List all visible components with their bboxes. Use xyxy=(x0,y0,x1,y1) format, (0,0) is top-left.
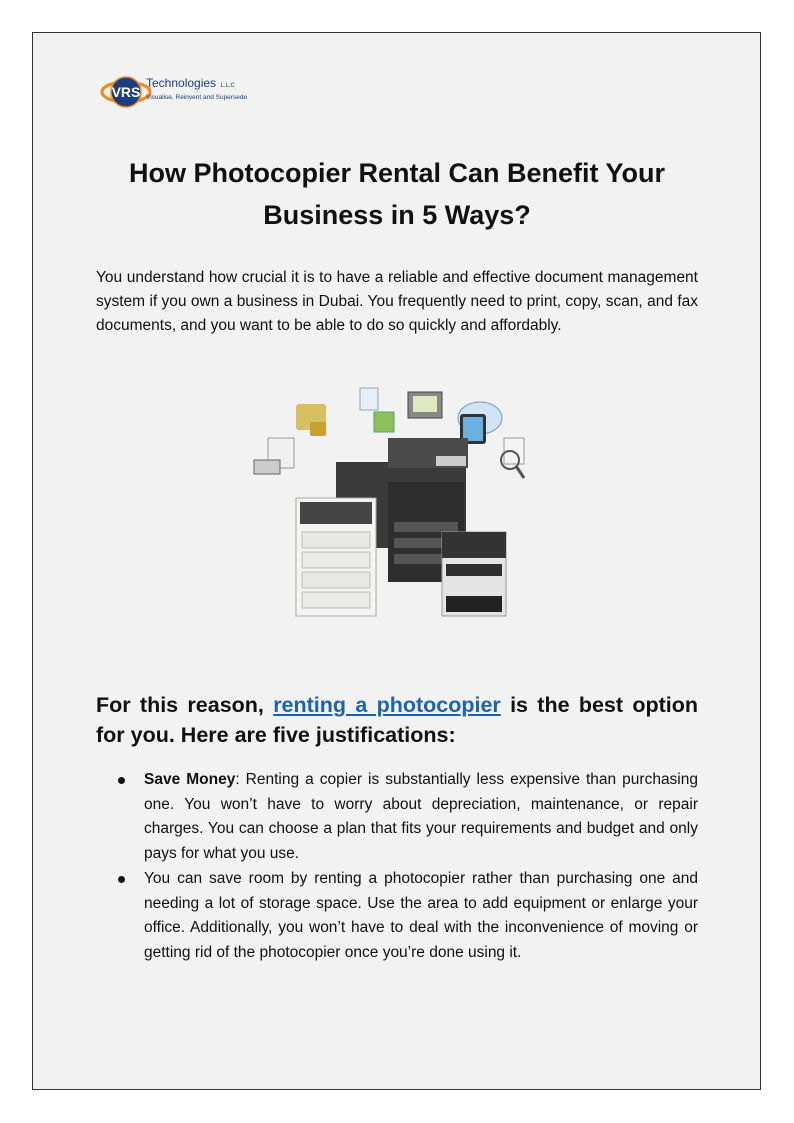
list-item-text: : Renting a copier is substantially less expensive than purchasing one. You won’t have to worry about depreciation, maintenance, or repair charges. You can choose a plan that fits your requirements and budget and only pays for what you use. xyxy=(144,771,698,862)
logo-name: Technologies xyxy=(146,76,217,90)
photocopier-illustration xyxy=(248,382,538,622)
bullet-icon xyxy=(118,876,125,883)
list-item xyxy=(96,768,698,866)
lock-icon xyxy=(310,422,326,436)
intro-paragraph: You understand how crucial it is to have a reliable and effective document management system if you own a business in Dubai. You frequently need to print, copy, scan, and fax documents, and you want to be able to do so quickly and affordably. xyxy=(96,269,698,334)
section-heading-tail: is the best option for you. Here are five justifications: xyxy=(96,693,698,747)
document-icon xyxy=(360,388,378,410)
list-item-text: You can save room by renting a photocopier rather than purchasing one and needing a lot of storage space. Use the area to add equipment or enlarge your office. Additionally, you won’t have to deal with the inconvenience of moving or getting rid of the photocopier once you’re done using it. xyxy=(144,870,698,961)
logo-tagline: Visualise, Reinvent and Supersede xyxy=(146,94,248,101)
section-heading xyxy=(96,690,698,750)
page-title: How Photocopier Rental Can Benefit Your Business in 5 Ways? xyxy=(128,158,666,230)
network-icon xyxy=(374,412,394,432)
renting-photocopier-link[interactable]: renting a photocopier xyxy=(273,693,501,717)
bullet-icon xyxy=(118,777,125,784)
logo-text xyxy=(146,74,247,101)
justification-list xyxy=(96,768,698,966)
logo-llc: L.L.C xyxy=(220,83,235,89)
section-heading-lead: For this reason, xyxy=(96,693,274,717)
list-item-heading: Save Money xyxy=(144,771,236,788)
scanner-icon xyxy=(254,460,280,474)
list-item xyxy=(96,867,698,965)
logo-mark: VRS xyxy=(111,84,141,100)
